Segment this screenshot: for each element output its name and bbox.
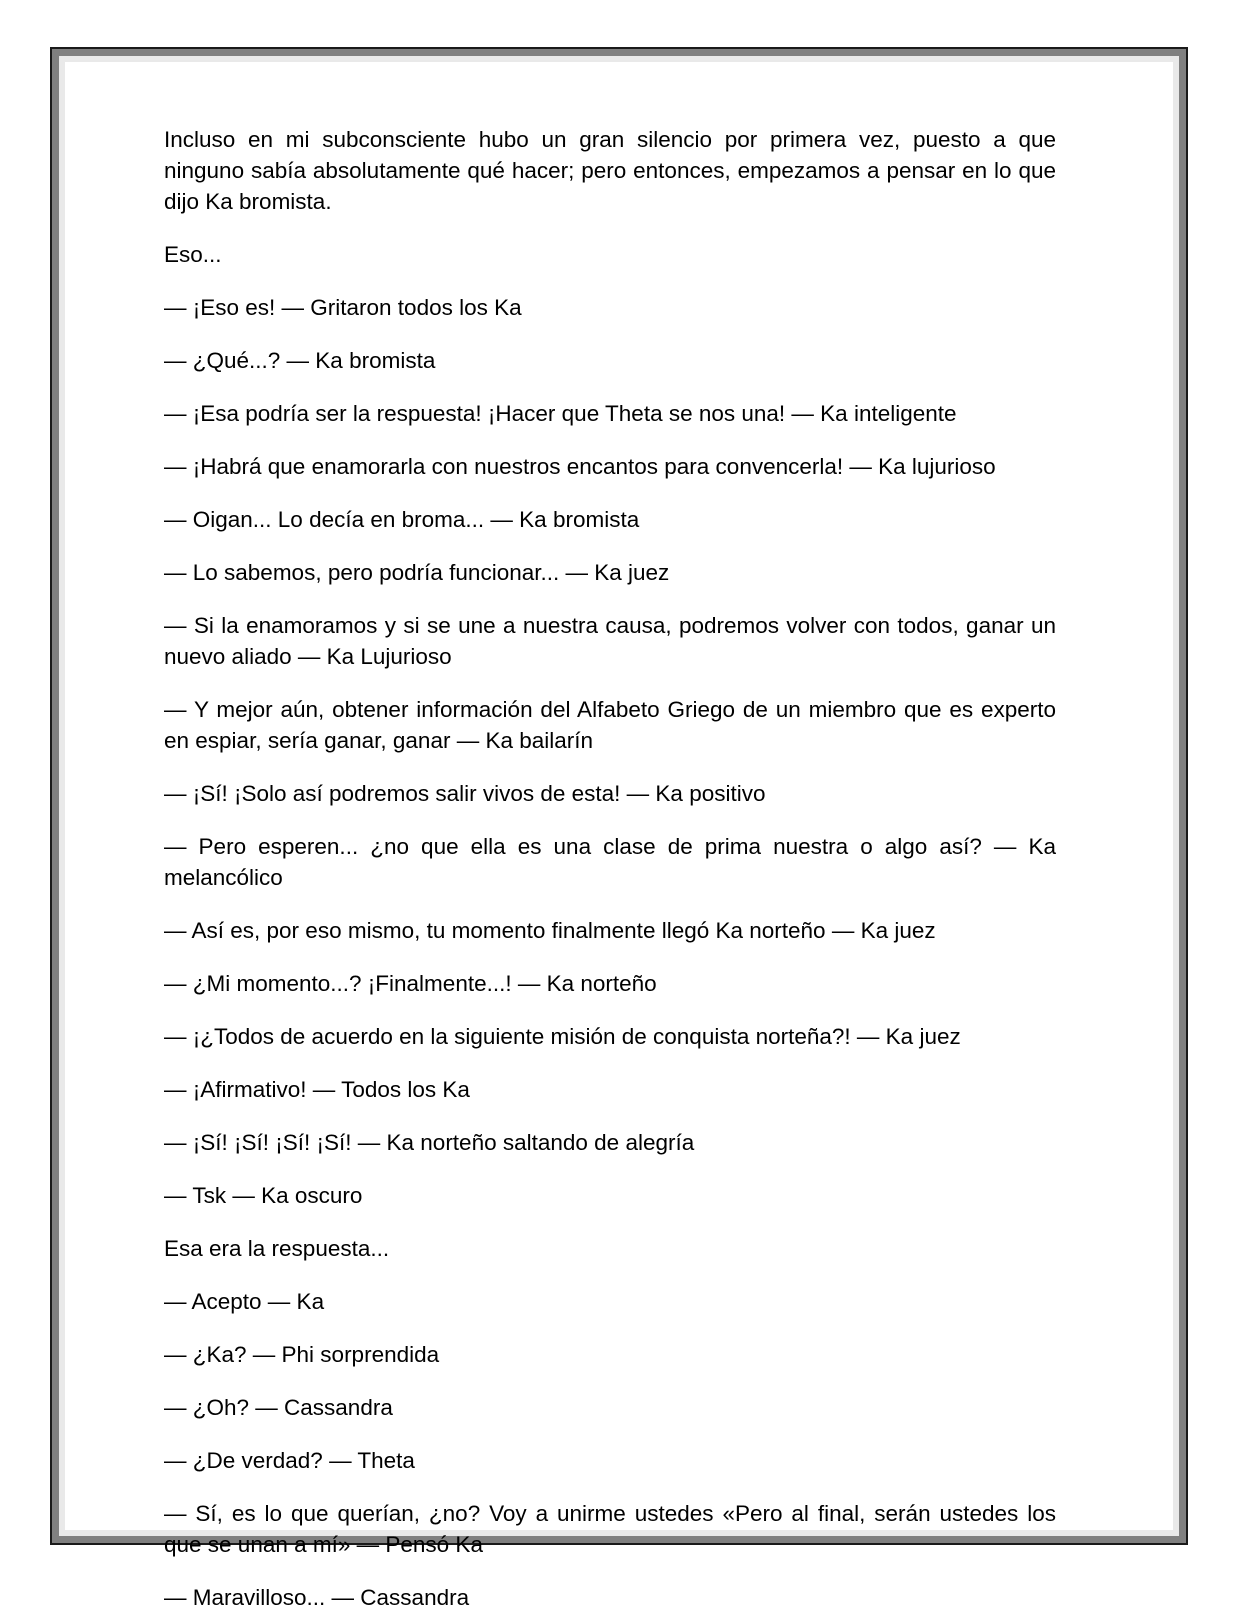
document-body	[164, 124, 1056, 1613]
paragraph: — Oigan... Lo decía en broma... — Ka bromista	[164, 507, 640, 532]
paragraph: — Lo sabemos, pero podría funcionar... — Ka juez	[164, 560, 670, 585]
paragraph: — ¿Oh? — Cassandra	[164, 1395, 393, 1420]
paragraph: — ¡¿Todos de acuerdo en la siguiente misión de conquista norteña?! — Ka juez	[164, 1024, 961, 1049]
paragraph: Incluso en mi subconsciente hubo un gran silencio por primera vez, puesto a que ninguno sabía absolutamente qué hacer; pero entonces, empezamos a pensar en lo que dijo Ka bromista.	[164, 127, 1056, 214]
paragraph: — ¡Eso es! — Gritaron todos los Ka	[164, 295, 522, 320]
paragraph: Eso...	[164, 242, 222, 267]
paragraph: Esa era la respuesta...	[164, 1236, 390, 1261]
page-frame	[50, 47, 1188, 1610]
page-frame-inner-bevel	[59, 56, 1179, 1610]
paragraph: — ¡Habrá que enamorarla con nuestros encantos para convencerla! — Ka lujurioso	[164, 454, 996, 479]
paragraph: — Pero esperen... ¿no que ella es una clase de prima nuestra o algo así? — Ka melancólico	[164, 834, 1056, 890]
paragraph: — ¿Qué...? — Ka bromista	[164, 348, 436, 373]
page-frame-mid-bevel	[52, 49, 1186, 1610]
paragraph: — ¡Sí! ¡Sí! ¡Sí! ¡Sí! — Ka norteño saltando de alegría	[164, 1130, 695, 1155]
paragraph: — Y mejor aún, obtener información del Alfabeto Griego de un miembro que es experto en espiar, sería ganar, ganar — Ka bailarín	[164, 697, 1056, 753]
paragraph: — Si la enamoramos y si se une a nuestra causa, podremos volver con todos, ganar un nuevo aliado — Ka Lujurioso	[164, 613, 1056, 669]
paragraph: — ¡Sí! ¡Solo así podremos salir vivos de esta! — Ka positivo	[164, 781, 766, 806]
paragraph: — Tsk — Ka oscuro	[164, 1183, 363, 1208]
paragraph: — Maravilloso... — Cassandra	[164, 1585, 470, 1610]
paragraph: — ¿Mi momento...? ¡Finalmente...! — Ka norteño	[164, 971, 657, 996]
paragraph: — ¿De verdad? — Theta	[164, 1448, 415, 1473]
paragraph: — ¡Afirmativo! — Todos los Ka	[164, 1077, 470, 1102]
paragraph: — Sí, es lo que querían, ¿no? Voy a unirme ustedes «Pero al final, serán ustedes los que se unan a mí» — Pensó Ka	[164, 1501, 1056, 1557]
paragraph: — ¿Ka? — Phi sorprendida	[164, 1342, 440, 1367]
paragraph: — Acepto — Ka	[164, 1289, 325, 1314]
paragraph: — Así es, por eso mismo, tu momento finalmente llegó Ka norteño — Ka juez	[164, 918, 936, 943]
paragraph: — ¡Esa podría ser la respuesta! ¡Hacer que Theta se nos una! — Ka inteligente	[164, 401, 957, 426]
